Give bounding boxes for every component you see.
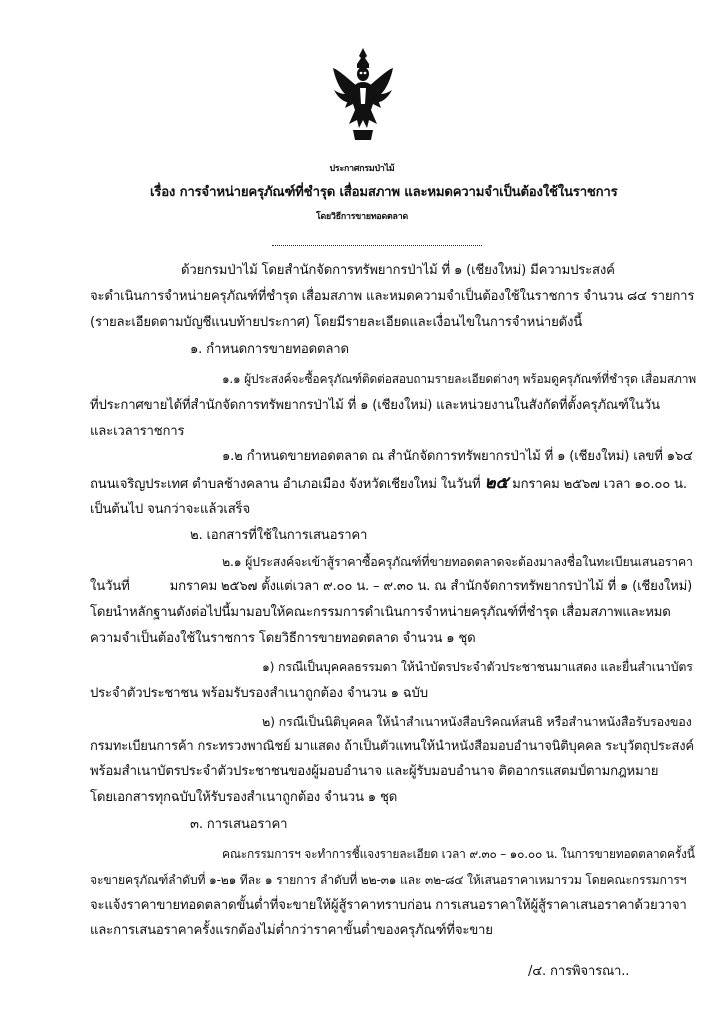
method-line: โดยวิธีการขายทอดตลาด (316, 212, 408, 222)
section-3-heading: ๓. การเสนอราคา (190, 817, 288, 832)
subitem-2-line-4: โดยเอกสารทุกฉบับให้รับรองสำเนาถูกต้อง จำนวน ๑ ชุด (90, 790, 398, 805)
item-1-2-line-1: ๑.๒ กำหนดขายทอดตลาด ณ สำนักจัดการทรัพยากรป่าไม้ ที่ ๑ (เชียงใหม่) เลขที่ ๑๖๔ (222, 449, 693, 464)
subject-line (150, 184, 618, 202)
item-2-1-line-2-a: ในวันที่ (90, 579, 130, 594)
continued-footer: /๔. การพิจารณา.. (528, 964, 630, 979)
item-1-1-line-2: ที่ประกาศขายได้ที่สำนักจัดการทรัพยากรป่าไม้ ที่ ๑ (เชียงใหม่) และหน่วยงานในสังกัดที่ตั้งครุภัณฑ์ในวัน (90, 398, 660, 413)
garuda-emblem-icon (331, 48, 395, 140)
subject-text: การจำหน่ายครุภัณฑ์ที่ชำรุด เสื่อมสภาพ และหมดความจำเป็นต้องใช้ในราชการ (179, 185, 618, 200)
section-3-line-2: จะขายครุภัณฑ์ลำดับที่ ๑-๒๑ ทีละ ๑ รายการ ลำดับที่ ๒๒-๓๑ และ ๓๒-๘๔ ให้เสนอราคาเหมารวม โดยคณะกรรมการฯ (90, 873, 687, 887)
item-1-2-line-3: เป็นต้นไป จนกว่าจะแล้วเสร็จ (90, 502, 250, 517)
subitem-2-line-3: พร้อมสำเนาบัตรประจำตัวประชาชนของผู้มอบอำนาจ และผู้รับมอบอำนาจ ติดอากรแสตมป์ตามกฎหมาย (90, 764, 659, 779)
handwritten-date: ๒๕ (484, 473, 509, 493)
section-3-line-4: และการเสนอราคาครั้งแรกต้องไม่ต่ำกว่าราคาขั้นต่ำของครุภัณฑ์ที่จะขาย (90, 923, 493, 938)
section-3-line-3: จะแจ้งราคาขายทอดตลาดขั้นต่ำที่จะขายให้ผู้สู้ราคาทราบก่อน การเสนอราคาให้ผู้สู้ราคาเสนอราคาด้วยวาจา (90, 898, 687, 913)
item-1-1-line-3: และเวลาราชการ (90, 424, 185, 439)
item-1-1-line-1: ๑.๑ ผู้ประสงค์จะซื้อครุภัณฑ์ติดต่อสอบถามรายละเอียดต่างๆ พร้อมดูครุภัณฑ์ที่ชำรุด เสื่อมสภาพ (222, 372, 696, 386)
subitem-1-line-2: ประจำตัวประชาชน พร้อมรับรองสำเนาถูกต้อง จำนวน ๑ ฉบับ (90, 686, 428, 701)
item-2-1-line-2 (90, 578, 692, 596)
intro-line-3: (รายละเอียดตามบัญชีแนบท้ายประกาศ) โดยมีรายละเอียดและเงื่อนไขในการจำหน่ายดังนี้ (90, 315, 583, 330)
subitem-1-line-1: ๑) กรณีเป็นบุคคลธรรมดา ให้นำบัตรประจำตัวประชาชนมาแสดง และยื่นสำเนาบัตร (262, 659, 693, 674)
section-1-heading: ๑. กำหนดการขายทอดตลาด (190, 342, 349, 357)
intro-line-2: จะดำเนินการจำหน่ายครุภัณฑ์ที่ชำรุด เสื่อมสภาพ และหมดความจำเป็นต้องใช้ในราชการ จำนวน ๘๔ รายการ (90, 289, 695, 304)
org-title: ประกาศกรมป่าไม้ (329, 164, 395, 174)
dotted-divider (272, 245, 482, 246)
subitem-2-line-2: กรมทะเบียนการค้า กระทรวงพาณิชย์ มาแสดง ถ้าเป็นตัวแทนให้นำหนังสือมอบอำนาจนิติบุคคล ระบุวัตถุประสงค์ (90, 739, 694, 754)
item-1-2-line-2-a: ถนนเจริญประเทศ ตำบลช้างคลาน อำเภอเมือง จังหวัดเชียงใหม่ ในวันที่ (90, 477, 481, 492)
item-2-1-line-3: โดยนำหลักฐานดังต่อไปนี้มามอบให้คณะกรรมการดำเนินการจำหน่ายครุภัณฑ์ที่ชำรุด เสื่อมสภาพและหมด (90, 605, 671, 620)
section-3-line-1: คณะกรรมการฯ จะทำการชี้แจงรายละเอียด เวลา ๙.๓๐ – ๑๐.๐๐ น. ในการขายทอดตลาดครั้งนี้ (222, 847, 695, 861)
item-2-1-line-1: ๒.๑ ผู้ประสงค์จะเข้าสู้ราคาซื้อครุภัณฑ์ที่ขายทอดตลาดจะต้องมาลงชื่อในทะเบียนเสนอราคา (222, 554, 693, 569)
item-2-1-line-2-b: มกราคม ๒๕๖๗ ตั้งแต่เวลา ๙.๐๐ น. – ๙.๓๐ น. ณ สำนักจัดการทรัพยากรป่าไม้ ที่ ๑ (เชียงใหม่) (169, 579, 693, 594)
subitem-2-line-1: ๒) กรณีเป็นนิติบุคคล ให้นำสำเนาหนังสือบริคณห์สนธิ หรือสำนาหนังสือรับรองของ (262, 714, 692, 729)
intro-line-1: ด้วยกรมป่าไม้ โดยสำนักจัดการทรัพยากรป่าไม้ ที่ ๑ (เชียงใหม่) มีความประสงค์ (181, 263, 615, 278)
section-2-heading: ๒. เอกสารที่ใช้ในการเสนอราคา (190, 528, 368, 543)
item-2-1-line-4: ความจำเป็นต้องใช้ในราชการ โดยวิธีการขายทอดตลาด จำนวน ๑ ชุด (90, 631, 476, 646)
subject-label: เรื่อง (150, 185, 176, 200)
item-1-2-line-2-b: มกราคม ๒๕๖๗ เวลา ๑๐.๐๐ น. (512, 477, 687, 492)
item-1-2-line-2 (90, 474, 687, 494)
